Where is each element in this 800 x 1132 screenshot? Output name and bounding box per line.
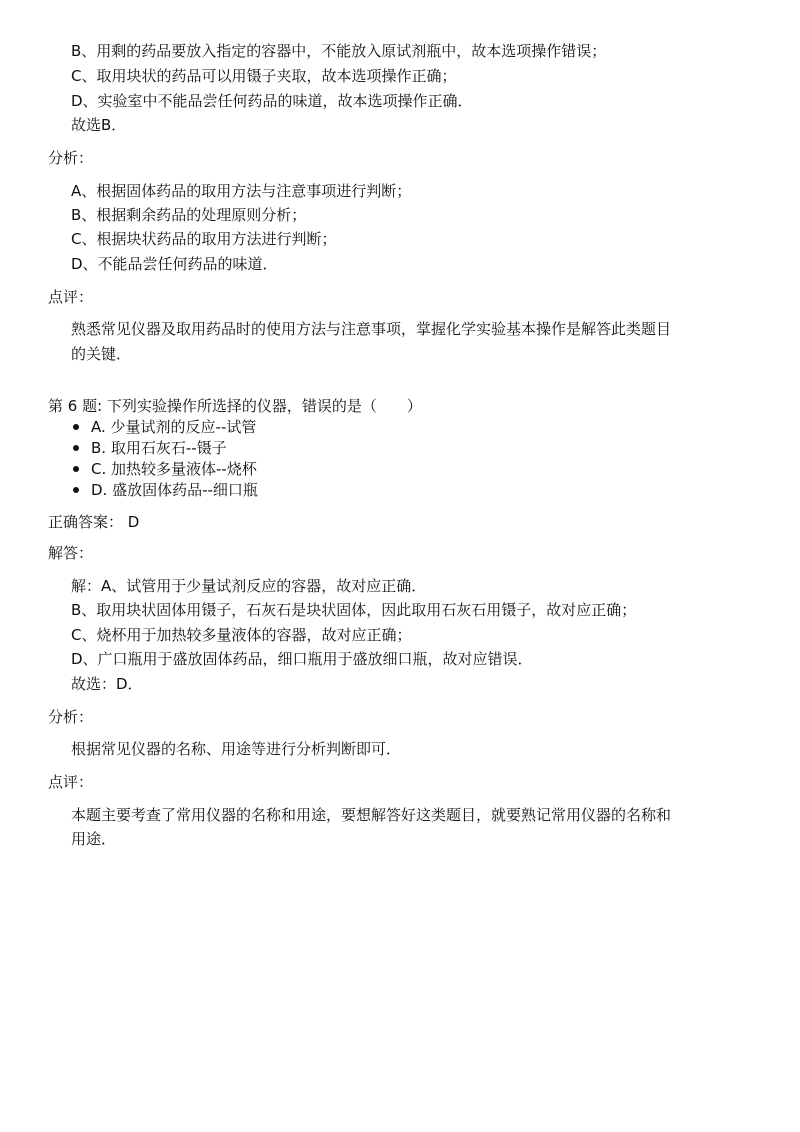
prev-analysis-line: B、根据剩余药品的处理原则分析；: [71, 206, 307, 224]
comment-line: 用途．: [71, 830, 117, 848]
option-item: [73, 479, 258, 501]
option-item: [73, 416, 256, 438]
bullet-icon: [73, 445, 79, 451]
option-text: D. 盛放固体药品--细口瓶: [91, 481, 258, 499]
prev-solution-line: D、实验室中不能品尝任何药品的味道，故本选项操作正确．: [71, 92, 473, 110]
comment-label: 点评：: [48, 773, 94, 791]
prev-comment-label: 点评：: [48, 288, 94, 306]
option-text: B. 取用石灰石--镊子: [91, 439, 227, 457]
solution-label: 解答：: [48, 544, 94, 562]
bullet-icon: [73, 487, 79, 493]
prev-analysis-line: C、根据块状药品的取用方法进行判断；: [71, 230, 337, 248]
prev-analysis-line: A、根据固体药品的取用方法与注意事项进行判断；: [71, 182, 412, 200]
prev-analysis-label: 分析：: [48, 149, 94, 167]
correct-answer: 正确答案： D: [48, 513, 140, 531]
prev-solution-line: B、用剩的药品要放入指定的容器中，不能放入原试剂瓶中，故本选项操作错误；: [71, 42, 607, 60]
prev-solution-line: C、取用块状的药品可以用镊子夹取，故本选项操作正确；: [71, 67, 457, 85]
question-title: 第 6 题: 下列实验操作所选择的仪器，错误的是（ ）: [48, 397, 422, 415]
option-item: [73, 458, 257, 480]
option-text: A. 少量试剂的反应--试管: [91, 418, 257, 436]
prev-analysis-line: D、不能品尝任何药品的味道．: [71, 255, 278, 273]
prev-comment-line: 的关键．: [71, 345, 132, 363]
solution-conclusion: 故选：D．: [71, 675, 143, 693]
analysis-line: 根据常见仪器的名称、用途等进行分析判断即可．: [71, 740, 402, 758]
prev-solution-conclusion: 故选B．: [71, 116, 127, 134]
solution-line: C、烧杯用于加热较多量液体的容器，故对应正确；: [71, 626, 412, 644]
bullet-icon: [73, 424, 79, 430]
comment-line: 本题主要考查了常用仪器的名称和用途，要想解答好这类题目，就要熟记常用仪器的名称和: [71, 806, 672, 824]
solution-line: B、取用块状固体用镊子，石灰石是块状固体，因此取用石灰石用镊子，故对应正确；: [71, 601, 637, 619]
analysis-label: 分析：: [48, 708, 94, 726]
solution-line: 解：A、试管用于少量试剂反应的容器，故对应正确．: [71, 577, 427, 595]
prev-comment-line: 熟悉常见仪器及取用药品时的使用方法与注意事项，掌握化学实验基本操作是解答此类题目: [71, 320, 672, 338]
option-item: [73, 437, 227, 459]
solution-line: D、广口瓶用于盛放固体药品，细口瓶用于盛放细口瓶，故对应错误．: [71, 650, 533, 668]
option-text: C. 加热较多量液体--烧杯: [91, 460, 257, 478]
bullet-icon: [73, 466, 79, 472]
